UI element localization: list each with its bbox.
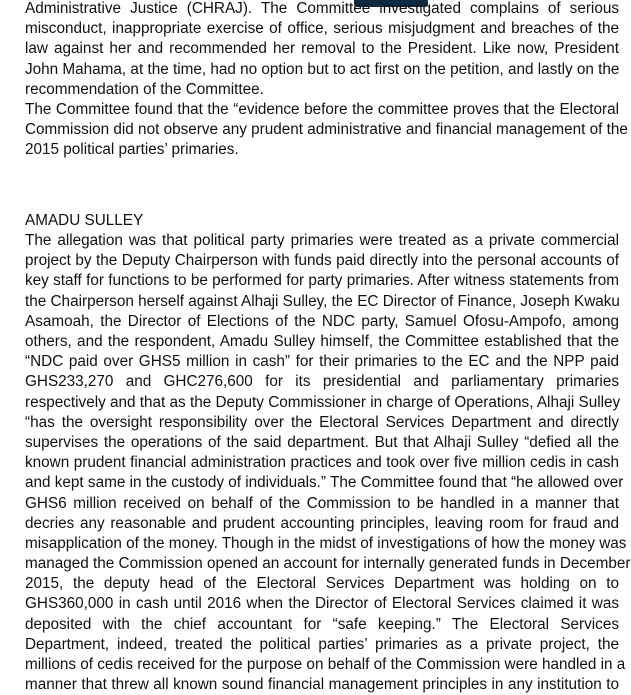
- text-line: the Chairperson herself against Alhaji Sulley, the EC Director of Finance, Joseph Kwaku: [25, 292, 620, 310]
- section-heading: AMADU SULLEY: [25, 211, 144, 229]
- text-line: “NDC paid over GHS5 million in cash” for their primaries to the EC and the NPP paid: [25, 353, 619, 371]
- text-line: and kept same in the custody of individuals.” The Committee found that “he allowed over: [25, 474, 624, 492]
- text-line: The allegation was that political party primaries were treated as a private commercial: [25, 232, 619, 250]
- text-line: project by the Deputy Chairperson with funds paid directly into the personal accounts of: [25, 252, 619, 270]
- paragraph-chraj-committee: [25, 0, 619, 100]
- text-line: supervises the operations of the said department. But that Alhaji Sulley “defied all the: [25, 433, 619, 451]
- text-line: 2015, the deputy head of the Electoral Services Department was holding on to: [25, 575, 619, 593]
- text-line: law against her and recommended her removal to the President. Like now, President: [25, 40, 619, 58]
- text-line: Commission did not observe any prudent administrative and financial management of the: [25, 121, 628, 139]
- text-line: others, and the respondent, Amadu Sulley himself, the Committee established that the: [25, 333, 619, 351]
- text-line: managed the Commission opened an account for internally generated funds in December: [25, 555, 631, 573]
- spacer: [25, 161, 619, 201]
- text-line: millions of cedis received for the purpose on behalf of the Commission were handled in a: [25, 656, 626, 674]
- text-line: misconduct, inappropriate exercise of office, serious misjudgment and breaches of the: [25, 20, 619, 38]
- spacer: [25, 201, 619, 211]
- text-line: GHS233,270 and GHC276,600 for its presidential and parliamentary primaries: [25, 373, 619, 391]
- text-line: manner that threw all known sound financial management principles in any institution to: [25, 676, 619, 694]
- text-line: Department, indeed, treated the political parties’ primaries as a private project, the: [25, 635, 619, 653]
- text-line: misapplication of the money. Though in the midst of investigations of how the money was: [25, 534, 627, 552]
- paragraph-committee-finding: [25, 100, 628, 161]
- text-line: John Mahama, at the time, had no option but to act first on the petition, and lastly on the: [25, 60, 620, 78]
- text-line: “has the oversight responsibility over the Electoral Services Department and directly: [25, 413, 619, 431]
- text-line: GHS360,000 in cash until 2016 when the Director of Electoral Services claimed it was: [25, 595, 619, 613]
- text-line: 2015 political parties’ primaries.: [25, 141, 239, 159]
- text-line: Asamoah, the Director of Elections of the NDC party, Samuel Ofosu-Ampofo, among: [25, 312, 619, 330]
- text-line: respectively and that as the Deputy Commissioner in charge of Operations, Alhaji Sulley: [25, 393, 621, 411]
- text-line: known prudent financial administration practices and took over five million cedis in cash: [25, 454, 619, 472]
- text-line: recommendation of the Committee.: [25, 80, 264, 98]
- paragraph-amadu-sulley: [25, 231, 631, 695]
- text-line: key staff for functions to be performed for party primaries. After witness statements from: [25, 272, 619, 290]
- text-line: deposited with the chief accountant for “safe keeping.” The Electoral Services: [25, 615, 619, 633]
- document-page: [25, 0, 631, 695]
- text-line: GHS6 million received on behalf of the Commission to be handled in a manner that: [25, 494, 619, 512]
- text-line: The Committee found that the “evidence before the committee proves that the Electoral: [25, 100, 619, 118]
- text-line: decries any reasonable and prudent accounting principles, leaving room for fraud and: [25, 514, 619, 532]
- text-line: Administrative Justice (CHRAJ). The Committee investigated complains of serious: [25, 0, 619, 17]
